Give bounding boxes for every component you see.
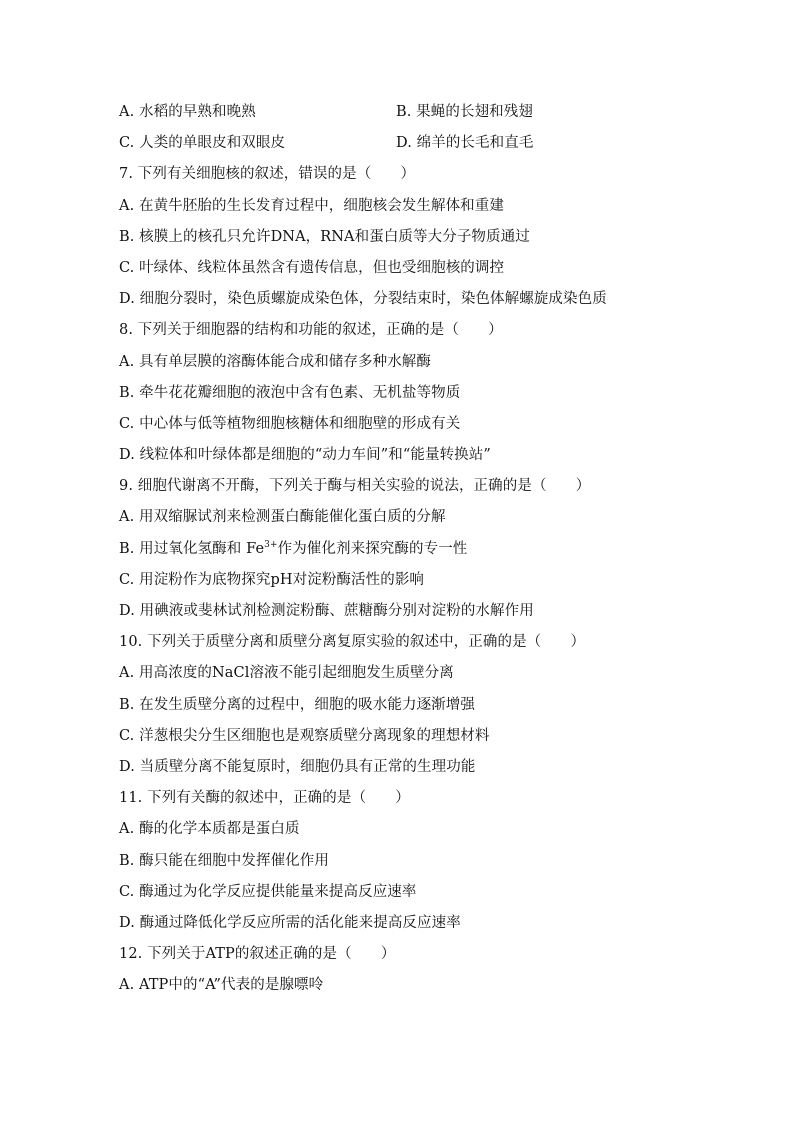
question-8-option-d: D. 线粒体和叶绿体都是细胞的“动力车间”和“能量转换站”: [119, 447, 491, 464]
question-7-stem: 7. 下列有关细胞核的叙述，错误的是（ ）: [119, 166, 416, 183]
question-8-stem: 8. 下列关于细胞器的结构和功能的叙述，正确的是（ ）: [119, 322, 503, 339]
option-b-suffix: 作为催化剂来探究酶的专一性: [277, 540, 468, 557]
option-row-ab: [119, 97, 679, 128]
question-9-option-c: C. 用淀粉作为底物探究pH对淀粉酶活性的影响: [119, 571, 425, 588]
question-list: [119, 97, 679, 1001]
question-10-option-d: D. 当质壁分离不能复原时，细胞仍具有正常的生理功能: [119, 758, 476, 775]
question-7-option-c: C. 叶绿体、线粒体虽然含有遗传信息，但也受细胞核的调控: [119, 259, 505, 276]
option-c: C. 人类的单眼皮和双眼皮: [119, 135, 286, 152]
question-8-option-a: A. 具有单层膜的溶酶体能合成和储存多种水解酶: [119, 353, 431, 370]
option-a: A. 水稻的早熟和晚熟: [119, 104, 256, 120]
question-7-option-a: A. 在黄牛胚胎的生长发育过程中，细胞核会发生解体和重建: [119, 197, 504, 214]
question-9-option-b: [119, 534, 679, 565]
question-11-option-b: B. 酶只能在细胞中发挥催化作用: [119, 852, 329, 869]
question-9-option-a: A. 用双缩脲试剂来检测蛋白酶能催化蛋白质的分解: [119, 509, 446, 526]
option-row-cd: [119, 128, 679, 159]
question-11-option-c: C. 酶通过为化学反应提供能量来提高反应速率: [119, 883, 417, 900]
question-11-option-d: D. 酶通过降低化学反应所需的活化能来提高反应速率: [119, 914, 461, 931]
option-d: D. 绵羊的长毛和直毛: [396, 135, 534, 152]
question-12-option-a: A. ATP中的“A”代表的是腺嘌呤: [119, 977, 324, 994]
question-8-option-c: C. 中心体与低等植物细胞核糖体和细胞壁的形成有关: [119, 415, 461, 432]
ion-charge: 3+: [264, 539, 278, 550]
option-b: B. 果蝇的长翅和残翅: [396, 104, 533, 120]
question-8-option-b: B. 牵牛花花瓣细胞的液泡中含有色素、无机盐等物质: [119, 384, 461, 401]
question-10-option-a: A. 用高浓度的NaCl溶液不能引起细胞发生质壁分离: [119, 665, 454, 682]
question-10-option-c: C. 洋葱根尖分生区细胞也是观察质壁分离现象的理想材料: [119, 727, 490, 744]
option-b-prefix: B. 用过氧化氢酶和 Fe: [119, 540, 265, 557]
question-10-option-b: B. 在发生质壁分离的过程中，细胞的吸水能力逐渐增强: [119, 696, 475, 713]
question-12-stem: 12. 下列关于ATP的叙述正确的是（ ）: [119, 946, 396, 963]
question-11-stem: 11. 下列有关酶的叙述中，正确的是（ ）: [119, 790, 410, 807]
question-9-stem: 9. 细胞代谢离不开酶，下列关于酶与相关实验的说法，正确的是（ ）: [119, 478, 591, 495]
question-9-option-d: D. 用碘液或斐林试剂检测淀粉酶、蔗糖酶分别对淀粉的水解作用: [119, 603, 534, 619]
question-11-option-a: A. 酶的化学本质都是蛋白质: [119, 821, 300, 838]
question-7-option-b: B. 核膜上的核孔只允许DNA，RNA和蛋白质等大分子物质通过: [119, 228, 530, 245]
question-7-option-d: D. 细胞分裂时，染色质螺旋成染色体，分裂结束时，染色体解螺旋成染色质: [119, 291, 607, 308]
question-10-stem: 10. 下列关于质壁分离和质壁分离复原实验的叙述中，正确的是（ ）: [119, 634, 586, 651]
